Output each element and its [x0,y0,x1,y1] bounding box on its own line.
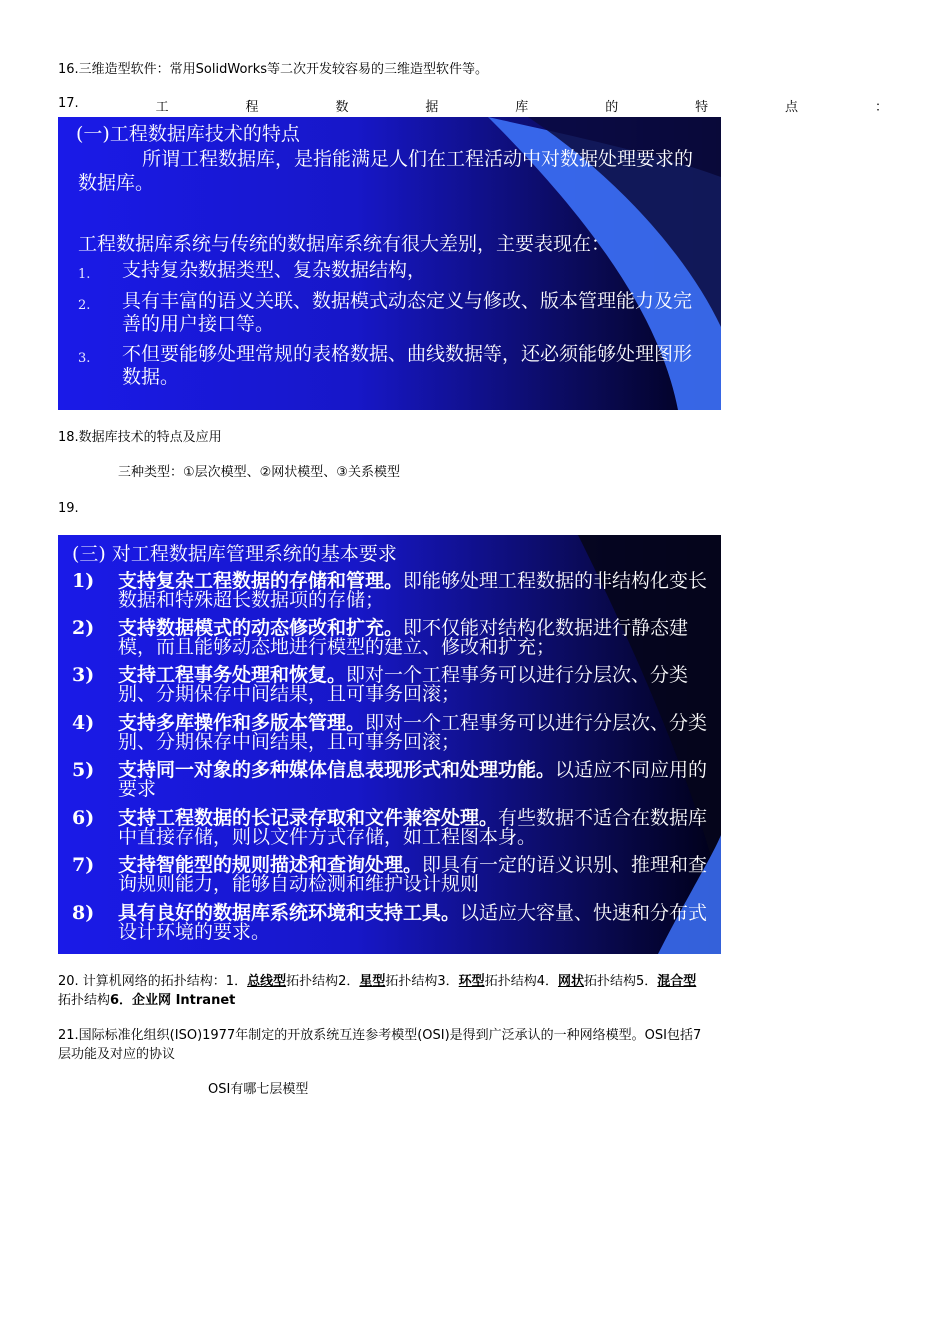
p20-line2-b: 6．企业网 Intranet [110,993,236,1008]
list-text: 不但要能够处理常规的表格数据、曲线数据等，还必须能够处理图形数据。 [122,343,693,388]
requirement-item [72,619,712,657]
p20-sep: 拓扑结构3． [385,974,459,989]
slide2-heading: (三) 对工程数据库管理系统的基本要求 [72,543,397,565]
topology-star: 星型 [359,974,386,989]
p17-char: 17. [58,96,79,111]
p17-char: 的 [605,100,619,115]
list-text: 支持复杂数据类型、复杂数据结构， [122,259,427,281]
requirement-item [72,809,712,847]
topology-ring: 环型 [458,974,485,989]
p17-char: 工 [155,100,169,115]
slide1-list-item [78,259,708,286]
slide-engineering-dbms-requirements [58,535,721,954]
item-title: 支持多库操作和多版本管理。 [118,712,366,734]
item-title: 支持工程事务处理和恢复。 [118,664,347,686]
paragraph-17 [58,96,888,115]
requirement-item [72,761,712,799]
item-desc: 以适应大容量、快速和分布式设计环境的要求。 [118,902,708,943]
p20-sep: 拓扑结构5． [583,974,658,989]
requirement-item [72,856,712,894]
item-desc: 以适应不同应用的要求 [118,759,708,800]
requirement-item [72,666,712,704]
p17-char: 点 [785,100,799,115]
list-number: 1. [78,267,91,282]
slide1-paragraph: 所谓工程数据库，是指能满足人们在工程活动中对数据处理要求的数据库。 [78,148,694,194]
item-number: 1) [72,570,95,592]
paragraph-18: 18.数据库技术的特点及应用 [58,430,222,445]
item-number: 6) [72,807,95,829]
topology-hybrid: 混合型 [657,974,697,989]
p17-char: 数 [335,100,349,115]
item-title: 支持复杂工程数据的存储和管理。 [118,570,404,592]
list-number: 3. [78,351,91,366]
list-text: 具有丰富的语义关联、数据模式动态定义与修改、版本管理能力及完善的用户接口等。 [122,290,693,335]
item-title: 支持智能型的规则描述和查询处理。 [118,854,423,876]
list-number: 2. [78,298,91,313]
slide-engineering-db-features [58,117,721,410]
paragraph-20-line2 [58,992,235,1010]
p17-char: 特 [695,100,709,115]
requirement-item [72,572,712,610]
p20-sep: 拓扑结构4． [484,974,558,989]
topology-mesh: 网状 [557,974,584,989]
item-title: 支持工程数据的长记录存取和文件兼容处理。 [118,807,499,829]
p17-char: ： [874,100,888,115]
p20-sep: 拓扑结构2． [286,974,360,989]
slide1-paragraph2: 工程数据库系统与传统的数据库系统有很大差别，主要表现在： [78,233,611,255]
item-number: 4) [72,712,95,734]
item-desc: 有些数据不适合在数据库中直接存储，则以文件方式存储，如工程图本身。 [118,807,708,848]
item-number: 5) [72,759,95,781]
paragraph-19: 19. [58,501,79,516]
item-number: 2) [72,617,95,639]
requirement-item [72,714,712,752]
item-desc: 即对一个工程事务可以进行分层次、分类别、分期保存中间结果，且可事务回滚； [118,712,708,753]
item-number: 8) [72,902,95,924]
topology-bus: 总线型 [247,974,287,989]
paragraph-16: 16.三维造型软件：常用SolidWorks等二次开发较容易的三维造型软件等。 [58,62,489,77]
paragraph-21-line2: 层功能及对应的协议 [58,1047,176,1062]
p17-char: 库 [515,100,529,115]
item-desc: 即能够处理工程数据的非结构化变长数据和特殊超长数据项的存储； [118,570,708,611]
paragraph-21: 21.国际标准化组织(ISO)1977年制定的开放系统互连参考模型(OSI)是得到广泛承认的一种网络模型。OSI包括7 [58,1028,702,1043]
p20-prefix: 20. 计算机网络的拓扑结构：1． [58,974,248,989]
paragraph-18-types: 三种类型：①层次模型、②网状模型、③关系模型 [118,465,400,480]
item-number: 7) [72,854,95,876]
paragraph-20 [58,973,696,991]
item-title: 支持同一对象的多种媒体信息表现形式和处理功能。 [118,759,556,781]
slide1-list-item [78,290,708,336]
item-number: 3) [72,664,95,686]
p20-line2-a: 拓扑结构 [58,993,111,1008]
item-title: 具有良好的数据库系统环境和支持工具。 [118,902,461,924]
item-desc: 即不仅能对结构化数据进行静态建模，而且能够动态地进行模型的建立、修改和扩充； [118,617,689,658]
item-title: 支持数据模式的动态修改和扩充。 [118,617,404,639]
p17-char: 据 [425,100,439,115]
item-desc: 即对一个工程事务可以进行分层次、分类别、分期保存中间结果，且可事务回滚； [118,664,689,705]
requirement-item [72,904,712,942]
slide1-heading: (一)工程数据库技术的特点 [76,123,300,145]
p17-char: 程 [245,100,259,115]
slide1-list-item [78,343,708,389]
item-desc: 即具有一定的语义识别、推理和查询规则能力，能够自动检测和维护设计规则 [118,854,708,895]
paragraph-21-sub: OSI有哪七层模型 [208,1082,309,1097]
